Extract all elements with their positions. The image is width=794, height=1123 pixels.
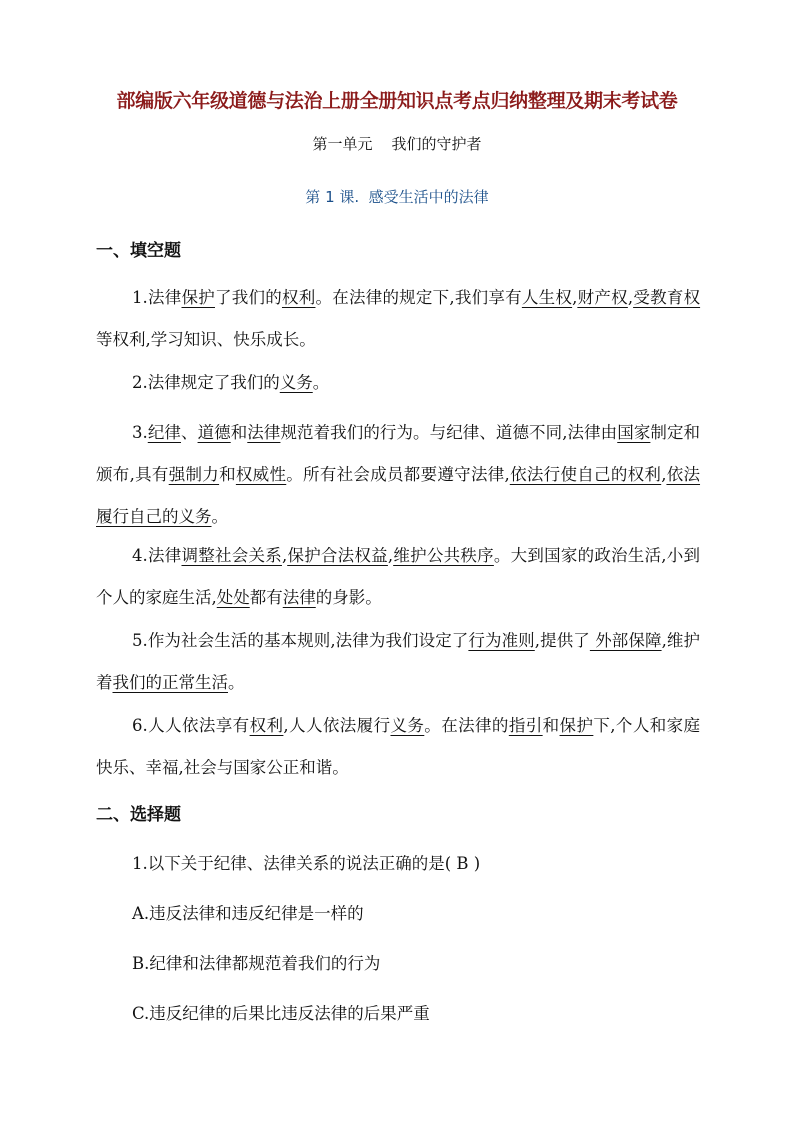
fill-in-item-6: 6.人人依法享有权利,人人依法履行义务。在法律的指引和保护下,个人和家庭快乐、幸福,社会与国家公正和谐。 <box>96 716 701 777</box>
blank-answer: 我们的正常生活 <box>112 673 228 692</box>
fill-in-item-5: 5.作为社会生活的基本规则,法律为我们设定了行为准则,提供了 外部保障,维护着我们的正常生活。 <box>96 631 701 692</box>
lesson-heading: 第 1 课. 感受生活中的法律 <box>305 188 489 206</box>
blank-answer: 受教育权 <box>633 288 701 307</box>
blank-answer: 保护 <box>181 288 215 307</box>
document-title: 部编版六年级道德与法治上册全册知识点考点归纳整理及期末考试卷 <box>116 90 678 112</box>
fill-in-item-1: 1.法律保护了我们的权利。在法律的规定下,我们享有人生权,财产权,受教育权等权利,学习知识、快乐成长。 <box>96 288 701 349</box>
blank-answer: 财产权 <box>577 288 628 307</box>
blank-answer: 保护合法权益 <box>287 546 388 565</box>
blank-answer: 调整社会关系 <box>181 546 282 565</box>
blank-answer: 处处 <box>216 588 250 607</box>
blank-answer: 法律 <box>282 588 316 607</box>
blank-answer: 权利 <box>281 288 316 307</box>
blank-answer: 维护公共秩序 <box>393 546 494 565</box>
blank-answer: 法律 <box>247 423 281 442</box>
fill-in-item-2: 2.法律规定了我们的义务。 <box>132 373 330 392</box>
blank-answer: 指引 <box>508 716 543 735</box>
blank-answer: 强制力 <box>168 465 220 484</box>
blank-answer: 权利 <box>249 716 284 735</box>
choice-question-1: 1.以下关于纪律、法律关系的说法正确的是( B ) <box>132 854 481 873</box>
section-choice-heading: 二、选择题 <box>96 805 181 825</box>
fill-in-item-4: 4.法律调整社会关系,保护合法权益,维护公共秩序。大到国家的政治生活,小到个人的家庭生活,处处都有法律的身影。 <box>96 546 701 607</box>
choice-option-b: B.纪律和法律都规范着我们的行为 <box>132 954 381 973</box>
choice-option-c: C.违反纪律的后果比违反法律的后果严重 <box>132 1004 430 1023</box>
unit-heading: 第一单元 我们的守护者 <box>312 135 482 153</box>
blank-answer: 纪律 <box>147 423 181 442</box>
blank-answer: 权威性 <box>235 465 287 484</box>
blank-answer: 义务 <box>279 373 313 392</box>
blank-answer: 义务 <box>390 716 425 735</box>
blank-answer: 依法履行自己的义务 <box>96 465 701 526</box>
blank-answer: 依法行使自己的权利 <box>509 465 662 484</box>
blank-answer: 道德 <box>197 423 231 442</box>
section-fill-in-heading: 一、填空题 <box>96 241 181 261</box>
blank-answer: 行为准则 <box>468 631 535 650</box>
choice-option-a: A.违反法律和违反纪律是一样的 <box>132 904 364 923</box>
blank-answer: 保护 <box>559 716 594 735</box>
blank-answer: 国家 <box>617 423 651 442</box>
fill-in-item-3: 3.纪律、道德和法律规范着我们的行为。与纪律、道德不同,法律由国家制定和颁布,具有强制力和权威性。所有社会成员都要遵守法律,依法行使自己的权利,依法履行自己的义务。 <box>96 423 701 526</box>
blank-answer: 人生权 <box>521 288 573 307</box>
blank-answer: 外部保障 <box>589 631 662 650</box>
